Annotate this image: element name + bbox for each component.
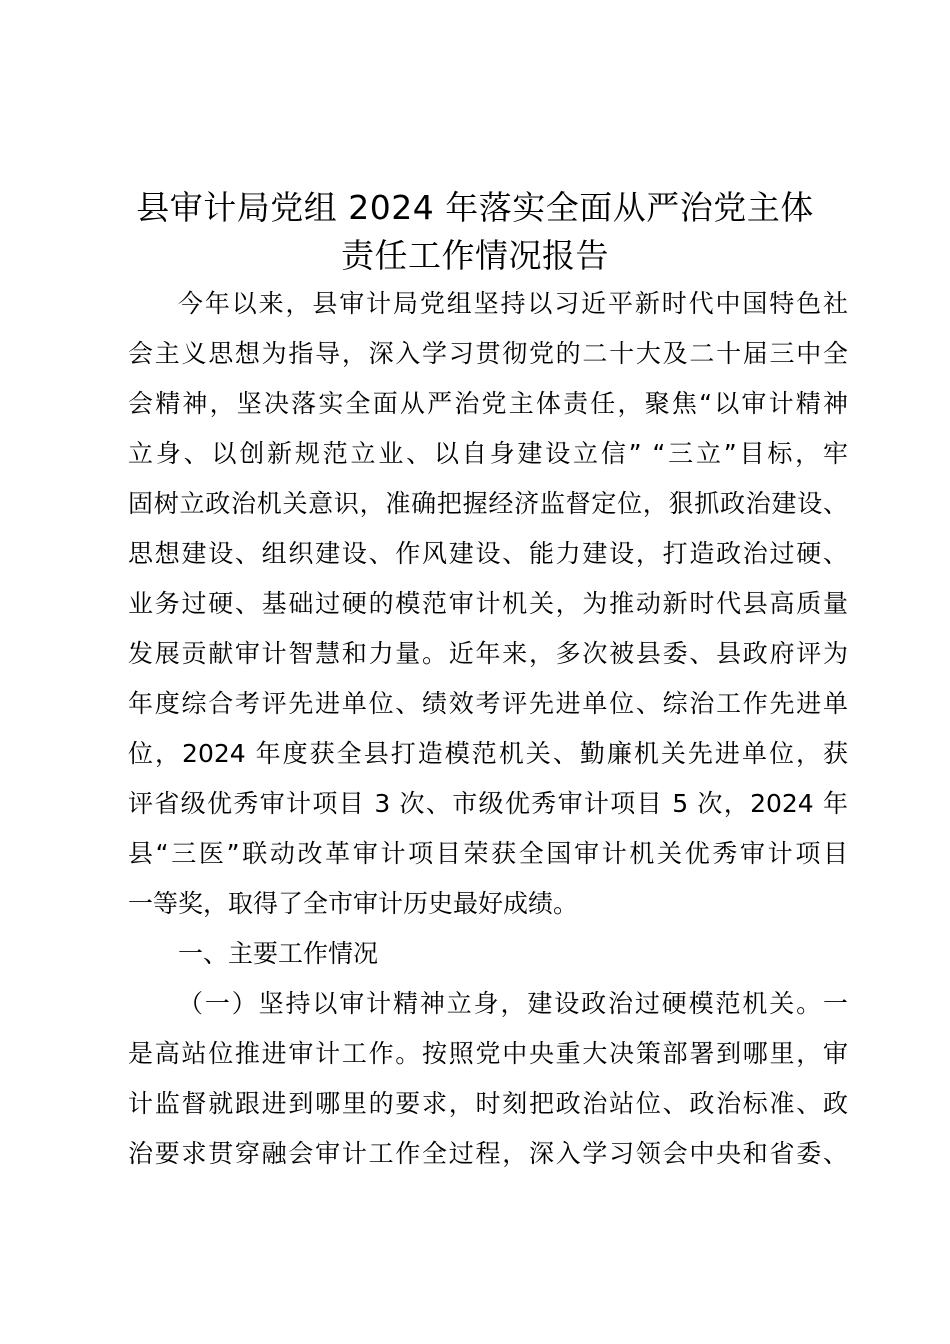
paragraph-1-line: 会精神，坚决落实全面从严治党主体责任，聚焦“以审计精神 [128, 389, 848, 418]
paragraph-1-line: 评省级优秀审计项目 3 次、市级优秀审计项目 5 次，2024 年 [128, 789, 848, 818]
section-heading: 一、主要工作情况 [178, 939, 379, 968]
paragraph-1-line: 今年以来，县审计局党组坚持以习近平新时代中国特色社 [178, 289, 848, 318]
document-title-line-2: 责任工作情况报告 [341, 236, 609, 275]
paragraph-1-line: 固树立政治机关意识，准确把握经济监督定位，狠抓政治建设、 [128, 489, 848, 518]
document-title-line-1: 县审计局党组 2024 年落实全面从严治党主体 [136, 188, 814, 227]
paragraph-1-line: 一等奖，取得了全市审计历史最好成绩。 [128, 889, 579, 918]
paragraph-1-line: 年度综合考评先进单位、绩效考评先进单位、综治工作先进单 [128, 689, 848, 718]
paragraph-1-line: 立身、以创新规范立业、以自身建设立信” “三立”目标，牢 [128, 439, 848, 468]
paragraph-1-line: 会主义思想为指导，深入学习贯彻党的二十大及二十届三中全 [128, 339, 848, 368]
paragraph-2-line: 计监督就跟进到哪里的要求，时刻把政治站位、政治标准、政 [128, 1089, 848, 1118]
paragraph-2-line: （一）坚持以审计精神立身，建设政治过硬模范机关。一 [178, 989, 848, 1018]
paragraph-1-line: 思想建设、组织建设、作风建设、能力建设，打造政治过硬、 [128, 539, 848, 568]
paragraph-2-line: 是高站位推进审计工作。按照党中央重大决策部署到哪里，审 [128, 1039, 848, 1068]
paragraph-2-line: 治要求贯穿融会审计工作全过程，深入学习领会中央和省委、 [128, 1139, 848, 1168]
paragraph-1-line: 县“三医”联动改革审计项目荣获全国审计机关优秀审计项目 [128, 839, 848, 868]
paragraph-1-line: 位，2024 年度获全县打造模范机关、勤廉机关先进单位，获 [128, 739, 848, 768]
paragraph-1-line: 业务过硬、基础过硬的模范审计机关，为推动新时代县高质量 [128, 589, 848, 618]
paragraph-1-line: 发展贡献审计智慧和力量。近年来，多次被县委、县政府评为 [128, 639, 848, 668]
